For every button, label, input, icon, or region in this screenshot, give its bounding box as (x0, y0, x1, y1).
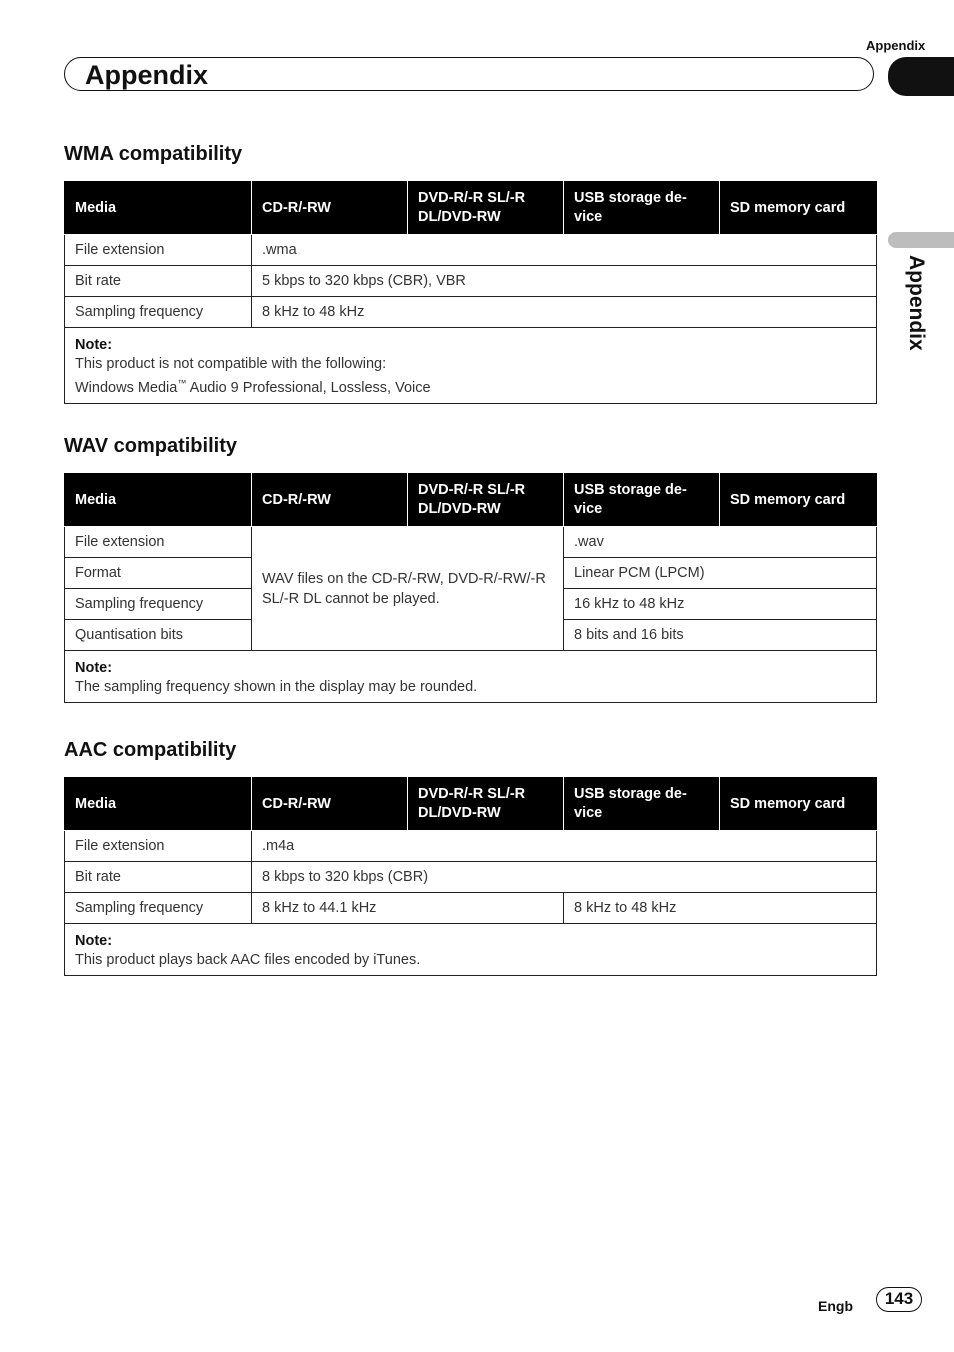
col-dvd: DVD-R/-R SL/-R DL/DVD-RW (408, 182, 564, 235)
row-label: Format (65, 558, 252, 589)
row-value: 8 kHz to 48 kHz (252, 297, 877, 328)
aac-heading: AAC compatibility (64, 739, 237, 761)
wav-heading: WAV compatibility (64, 435, 237, 457)
col-cd: CD-R/-RW (252, 474, 408, 527)
col-media: Media (65, 474, 252, 527)
col-media: Media (65, 182, 252, 235)
title-pill (64, 57, 874, 91)
note-text: The sampling frequency shown in the display may be rounded. (75, 679, 478, 695)
row-label: Sampling frequency (65, 589, 252, 620)
note-text: This product plays back AAC files encoded by iTunes. (75, 952, 421, 968)
col-sd: SD memory card (720, 182, 877, 235)
row-value: Linear PCM (LPCM) (564, 558, 877, 589)
row-value: 8 kHz to 44.1 kHz (252, 893, 564, 924)
table-row (65, 266, 877, 297)
row-label: File extension (65, 235, 252, 266)
col-sd: SD memory card (720, 778, 877, 831)
note-cell (65, 651, 877, 703)
col-cd: CD-R/-RW (252, 182, 408, 235)
table-header-row (65, 474, 877, 527)
col-dvd: DVD-R/-R SL/-R DL/DVD-RW (408, 778, 564, 831)
row-value: .wma (252, 235, 877, 266)
row-label: Bit rate (65, 266, 252, 297)
row-label: File extension (65, 527, 252, 558)
side-tab (880, 255, 928, 365)
row-value: 5 kbps to 320 kbps (CBR), VBR (252, 266, 877, 297)
row-label: File extension (65, 831, 252, 862)
row-value: .m4a (252, 831, 877, 862)
table-row (65, 297, 877, 328)
aac-table (64, 777, 877, 976)
page-number: 143 (876, 1287, 922, 1312)
wav-table (64, 473, 877, 703)
table-row (65, 862, 877, 893)
table-row (65, 831, 877, 862)
merged-cell: WAV files on the CD-R/-RW, DVD-R/-RW/-R SL/-R DL cannot be played. (252, 527, 564, 651)
page-title: Appendix (85, 60, 209, 90)
note-cell (65, 328, 877, 404)
row-value: .wav (564, 527, 877, 558)
col-usb: USB storage de-vice (564, 778, 720, 831)
wma-table (64, 181, 877, 404)
footer-language: Engb (818, 1298, 853, 1314)
trademark-symbol: ™ (177, 378, 187, 388)
row-label: Bit rate (65, 862, 252, 893)
table-row (65, 527, 877, 558)
row-label: Sampling frequency (65, 297, 252, 328)
col-media: Media (65, 778, 252, 831)
row-value: 8 kHz to 48 kHz (564, 893, 877, 924)
col-sd: SD memory card (720, 474, 877, 527)
side-tab-label: Appendix (905, 255, 928, 351)
note-cell (65, 924, 877, 976)
table-row (65, 893, 877, 924)
row-value: 8 kbps to 320 kbps (CBR) (252, 862, 877, 893)
note-row (65, 924, 877, 976)
section-tab-marker (888, 232, 954, 248)
wma-heading: WMA compatibility (64, 143, 243, 165)
row-label: Sampling frequency (65, 893, 252, 924)
note-row (65, 651, 877, 703)
note-text: This product is not compatible with the following: (75, 356, 387, 372)
note-text: Windows Media (75, 379, 178, 396)
table-header-row (65, 778, 877, 831)
note-title: Note: (75, 337, 113, 353)
col-cd: CD-R/-RW (252, 778, 408, 831)
table-row (65, 235, 877, 266)
col-usb: USB storage de-vice (564, 182, 720, 235)
note-text: Audio 9 Professional, Lossless, Voice (186, 379, 431, 396)
running-header: Appendix (866, 38, 926, 53)
row-value: 16 kHz to 48 kHz (564, 589, 877, 620)
col-dvd: DVD-R/-R SL/-R DL/DVD-RW (408, 474, 564, 527)
col-usb: USB storage de-vice (564, 474, 720, 527)
note-row (65, 328, 877, 404)
note-title: Note: (75, 933, 113, 949)
note-title: Note: (75, 660, 113, 676)
row-label: Quantisation bits (65, 620, 252, 651)
row-value: 8 bits and 16 bits (564, 620, 877, 651)
table-header-row (65, 182, 877, 235)
chapter-tab-marker (888, 57, 954, 96)
